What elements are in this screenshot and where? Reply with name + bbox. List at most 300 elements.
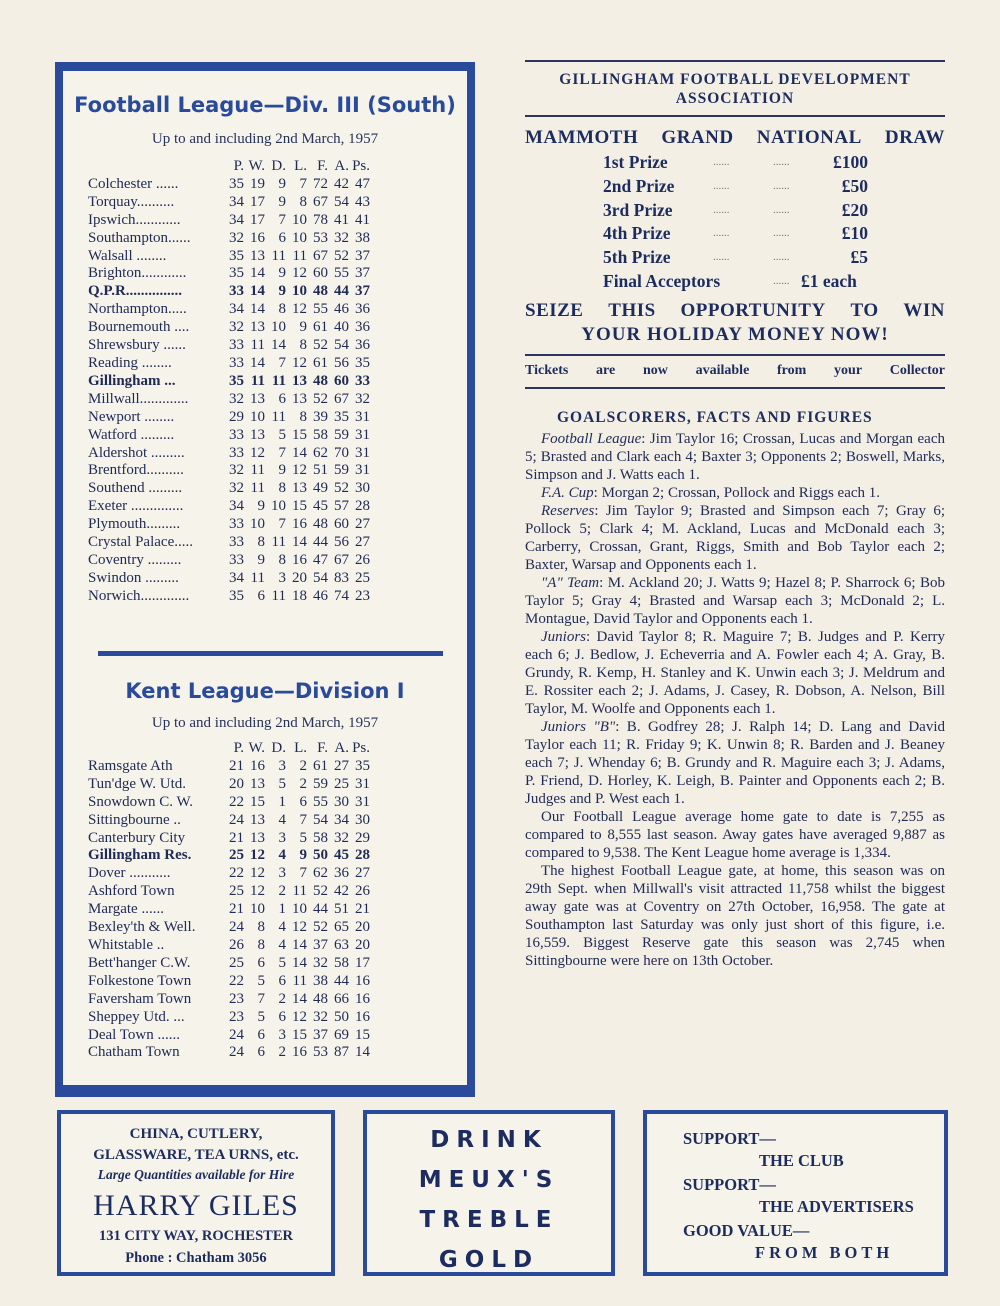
table-cell: 25	[229, 847, 244, 864]
table-cell: 25	[334, 775, 349, 792]
table-cell: 33	[229, 283, 244, 300]
draw-word: DRAW	[884, 127, 945, 148]
table-cell: 11	[271, 587, 286, 604]
table-cell: 39	[313, 408, 328, 425]
ticket-word: now	[642, 362, 668, 378]
table-cell: 33	[229, 354, 244, 371]
table-cell: 8	[257, 919, 265, 936]
table-cell: 10	[292, 283, 307, 300]
leader-dots: ......	[773, 203, 790, 216]
table-cell: 32	[313, 954, 328, 971]
table-cell: 8	[299, 337, 307, 354]
draw-word: MAMMOTH	[525, 127, 639, 148]
goalscorers-paragraph	[525, 484, 945, 502]
support-line: FROM BOTH	[755, 1243, 894, 1262]
table-cell: 66	[334, 990, 349, 1007]
table-cell: 48	[313, 516, 328, 533]
paragraph-text: : David Taylor 8; R. Maguire 7; B. Judges and P. Kerry each 6; J. Bedlow, J. Echeverria and A. Fowler each 4; A. Gray, B. Grundy, R. Kemp, H. Stanley and K. Unwin each 3; J. Meldrum and E. Rossiter each 2; J. Adams, J. Casey, R. Dobson, A. Nelson, Bill Taylor, M. Woolfe and Opponents each 1.	[525, 628, 945, 717]
table-cell: 38	[313, 972, 328, 989]
table-row	[88, 337, 370, 355]
table-cell: 32	[313, 1008, 328, 1025]
table-cell: 10	[250, 516, 265, 533]
table-row	[88, 301, 370, 319]
table-cell: 3	[278, 757, 286, 774]
table-cell: 58	[313, 829, 328, 846]
table-cell: 8	[278, 480, 286, 497]
prize-label: 2nd Prize	[603, 175, 675, 196]
table-cell: 33	[355, 372, 370, 389]
table-cell: 24	[229, 919, 244, 936]
team-name: Brighton............	[88, 265, 187, 282]
team-name: Crystal Palace.....	[88, 534, 193, 551]
table-cell: 16	[292, 516, 307, 533]
table-cell: 20	[229, 775, 244, 792]
table-cell: 11	[250, 569, 265, 586]
table-cell: 26	[355, 883, 370, 900]
table-cell: 12	[292, 1008, 307, 1025]
goalscorers-paragraph	[525, 430, 945, 484]
paragraph-lead: Football League	[541, 430, 642, 447]
table-cell: 44	[313, 901, 328, 918]
table-cell: 31	[355, 444, 370, 461]
paragraph-lead: F.A. Cup	[541, 484, 594, 501]
table-cell: 54	[313, 569, 328, 586]
table-cell: 14	[292, 954, 307, 971]
column-header: A.	[334, 158, 349, 174]
column-header: Ps.	[352, 158, 370, 174]
table-cell: 14	[250, 283, 265, 300]
table-cell: 31	[355, 408, 370, 425]
table-cell: 4	[278, 919, 286, 936]
table-cell: 5	[257, 972, 265, 989]
leader-dots: ......	[713, 156, 730, 168]
paragraph-text: : M. Ackland 20; J. Watts 9; Hazel 8; P. Sharrock 6; Bob Taylor 5; Gray 4; Brasted and Warsap each 3; McDonald 2; L. Montague, David Taylor and Opponents each 1.	[525, 574, 945, 627]
table-cell: 59	[334, 426, 349, 443]
table-cell: 14	[271, 337, 286, 354]
ticket-word: from	[777, 362, 807, 378]
table-row	[88, 1009, 370, 1027]
prize-label: 3rd Prize	[603, 199, 673, 220]
table-cell: 6	[257, 587, 265, 604]
meux-line: MEUX'S	[418, 1167, 560, 1193]
paragraph-lead: "A" Team	[541, 574, 600, 591]
table-row	[88, 427, 370, 445]
table-cell: 23	[355, 587, 370, 604]
table-cell: 24	[229, 811, 244, 828]
table-cell: 28	[355, 847, 370, 864]
table-cell: 10	[292, 901, 307, 918]
table-cell: 60	[313, 265, 328, 282]
prize-label: 5th Prize	[603, 247, 671, 268]
table-cell: 38	[355, 229, 370, 246]
table-cell: 78	[313, 211, 328, 228]
table-cell: 31	[355, 775, 370, 792]
table-cell: 17	[250, 211, 265, 228]
holiday-line: YOUR HOLIDAY MONEY NOW!	[581, 323, 889, 345]
table-cell: 9	[299, 847, 307, 864]
table-cell: 16	[355, 1008, 370, 1025]
table-cell: 27	[355, 516, 370, 533]
table-cell: 11	[271, 534, 286, 551]
table-cell: 24	[229, 1026, 244, 1043]
team-name: Bournemouth ....	[88, 319, 190, 336]
table-cell: 2	[278, 883, 286, 900]
ad-line: Large Quantities available for Hire	[97, 1167, 295, 1182]
table-cell: 49	[313, 480, 328, 497]
paragraph-text: : Jim Taylor 9; Brasted and Simpson each 7; Gray 6; Pollock 5; Clark 4; M. Ackland, Lucas and McDonald each 3; Carberry, Crossan, Grant, Riggs, Smith and Bob Taylor each 2; Baxter, Warsap and Opponents each 1.	[525, 502, 945, 573]
paragraph-lead: Juniors	[541, 628, 586, 645]
association-title: GILLINGHAM FOOTBALL DEVELOPMENT ASSOCIATION	[559, 71, 911, 107]
table-cell: 12	[292, 301, 307, 318]
table-cell: 5	[278, 775, 286, 792]
table-row	[88, 991, 370, 1009]
table-cell: 72	[313, 175, 328, 192]
meux-ad	[363, 1110, 615, 1276]
table-cell: 9	[278, 175, 286, 192]
table-cell: 58	[334, 954, 349, 971]
table-row	[88, 373, 370, 391]
rule	[525, 354, 945, 356]
table-cell: 14	[250, 265, 265, 282]
table-cell: 16	[292, 551, 307, 568]
table-row	[88, 865, 370, 883]
table-cell: 45	[334, 847, 349, 864]
team-name: Tun'dge W. Utd.	[88, 775, 187, 792]
table-cell: 16	[355, 990, 370, 1007]
ticket-word: available	[695, 362, 750, 378]
table-cell: 24	[229, 1044, 244, 1061]
leader-dots: ......	[773, 156, 790, 168]
table-cell: 14	[292, 936, 307, 953]
seize-word: SEIZE	[525, 299, 584, 321]
draw-title	[525, 127, 945, 149]
ticket-word: Tickets	[525, 362, 569, 378]
table-cell: 23	[229, 1008, 244, 1025]
table-cell: 36	[355, 337, 370, 354]
table-cell: 48	[313, 283, 328, 300]
table-row	[88, 812, 370, 830]
team-name: Southend .........	[88, 480, 183, 497]
prize-label: 1st Prize	[603, 152, 668, 172]
table-cell: 74	[334, 587, 349, 604]
table-cell: 29	[355, 829, 370, 846]
div3-title: Football League—Div. III (South)	[74, 93, 456, 117]
team-name: Ramsgate Ath	[88, 757, 173, 774]
team-name: Shrewsbury ......	[88, 337, 186, 354]
table-row	[88, 1027, 370, 1045]
support-line: THE ADVERTISERS	[759, 1197, 914, 1216]
team-name: Gillingham ...	[88, 372, 176, 389]
table-cell: 46	[313, 587, 328, 604]
table-cell: 52	[313, 883, 328, 900]
ticket-word: your	[834, 362, 863, 378]
table-cell: 4	[278, 811, 286, 828]
table-cell: 54	[313, 811, 328, 828]
table-cell: 58	[313, 426, 328, 443]
table-cell: 16	[250, 757, 265, 774]
seize-word: TO	[850, 299, 879, 321]
ad-line: CHINA, CUTLERY,	[129, 1126, 263, 1142]
meux-line: GOLD	[438, 1247, 540, 1273]
team-name: Coventry .........	[88, 551, 182, 568]
column-header: P.	[233, 740, 244, 756]
table-cell: 7	[278, 211, 286, 228]
table-cell: 8	[257, 936, 265, 953]
table-cell: 36	[355, 301, 370, 318]
table-cell: 17	[250, 193, 265, 210]
table-cell: 32	[229, 480, 244, 497]
table-cell: 20	[355, 936, 370, 953]
goalscorers-title: GOALSCORERS, FACTS AND FIGURES	[557, 408, 873, 426]
table-cell: 8	[299, 193, 307, 210]
table-cell: 3	[278, 1026, 286, 1043]
column-header: D.	[271, 740, 286, 756]
table-cell: 60	[334, 372, 349, 389]
team-name: Brentford..........	[88, 462, 184, 479]
table-cell: 52	[334, 480, 349, 497]
team-name: Reading ........	[88, 354, 172, 371]
prize-list	[603, 151, 945, 270]
team-name: Watford .........	[88, 426, 175, 443]
table-cell: 44	[334, 283, 349, 300]
table-cell: 7	[299, 865, 307, 882]
table-row	[88, 1044, 370, 1062]
table-row	[88, 534, 370, 552]
table-cell: 27	[355, 865, 370, 882]
table-cell: 3	[278, 829, 286, 846]
table-cell: 59	[313, 775, 328, 792]
column-header: F.	[317, 740, 328, 756]
table-cell: 4	[278, 847, 286, 864]
table-cell: 8	[278, 551, 286, 568]
table-cell: 1	[278, 793, 286, 810]
table-row	[88, 248, 370, 266]
prize-label: 4th Prize	[603, 223, 671, 244]
team-name: Chatham Town	[88, 1044, 180, 1061]
table-cell: 70	[334, 444, 349, 461]
table-row	[88, 973, 370, 991]
table-cell: 15	[292, 426, 307, 443]
prize-amount: £5	[850, 247, 868, 268]
table-cell: 12	[292, 919, 307, 936]
table-cell: 16	[250, 229, 265, 246]
table-cell: 22	[229, 865, 244, 882]
team-name: Canterbury City	[88, 829, 186, 846]
table-cell: 14	[292, 534, 307, 551]
table-cell: 34	[229, 301, 244, 318]
table-cell: 12	[250, 444, 265, 461]
table-cell: 41	[355, 211, 370, 228]
table-cell: 10	[292, 211, 307, 228]
table-cell: 1	[278, 901, 286, 918]
table-cell: 51	[313, 462, 328, 479]
support-line: SUPPORT—	[683, 1175, 776, 1194]
table-cell: 55	[334, 265, 349, 282]
goalscorers-paragraph	[525, 808, 945, 862]
table-cell: 12	[250, 865, 265, 882]
table-row	[88, 355, 370, 373]
table-cell: 10	[250, 901, 265, 918]
table-cell: 14	[250, 354, 265, 371]
table-cell: 23	[229, 990, 244, 1007]
league-tables-panel	[55, 62, 475, 1097]
section-divider	[98, 651, 443, 656]
table-row	[88, 901, 370, 919]
table-cell: 8	[278, 301, 286, 318]
table-cell: 10	[271, 319, 286, 336]
table-cell: 11	[250, 480, 265, 497]
leader-dots: ......	[773, 251, 790, 264]
table-cell: 31	[355, 426, 370, 443]
table-cell: 37	[355, 283, 370, 300]
column-header: W.	[248, 740, 265, 756]
table-row	[88, 516, 370, 534]
table-cell: 61	[313, 757, 328, 774]
kent-title: Kent League—Division I	[125, 679, 405, 703]
table-cell: 11	[271, 372, 286, 389]
table-cell: 48	[313, 372, 328, 389]
table-cell: 43	[355, 193, 370, 210]
table-cell: 13	[250, 426, 265, 443]
table-cell: 42	[334, 175, 349, 192]
rule	[525, 115, 945, 117]
table-cell: 13	[250, 811, 265, 828]
team-name: Snowdown C. W.	[88, 793, 194, 810]
table-cell: 25	[355, 569, 370, 586]
table-cell: 21	[355, 901, 370, 918]
team-name: Bett'hanger C.W.	[88, 954, 191, 971]
table-cell: 22	[229, 793, 244, 810]
table-row	[88, 758, 370, 776]
table-cell: 3	[278, 569, 286, 586]
table-cell: 32	[334, 229, 349, 246]
team-name: Southampton......	[88, 229, 191, 246]
table-row	[88, 883, 370, 901]
table-cell: 5	[278, 954, 286, 971]
table-cell: 14	[250, 301, 265, 318]
table-cell: 35	[229, 372, 244, 389]
table-row	[88, 409, 370, 427]
table-row	[88, 212, 370, 230]
table-cell: 8	[299, 408, 307, 425]
table-cell: 15	[355, 1026, 370, 1043]
table-cell: 51	[334, 901, 349, 918]
table-cell: 13	[250, 775, 265, 792]
table-row	[88, 498, 370, 516]
leader-dots: ......	[713, 203, 730, 216]
table-cell: 11	[250, 462, 265, 479]
table-cell: 7	[299, 811, 307, 828]
table-cell: 13	[250, 390, 265, 407]
table-cell: 10	[271, 498, 286, 515]
goalscorers-paragraph	[525, 628, 945, 718]
table-cell: 35	[229, 265, 244, 282]
team-name: Sheppey Utd. ...	[88, 1008, 185, 1025]
prize-row	[603, 175, 945, 199]
draw-word: NATIONAL	[756, 127, 862, 148]
team-name: Exeter ..............	[88, 498, 184, 515]
table-cell: 34	[334, 811, 349, 828]
table-cell: 34	[229, 498, 244, 515]
table-cell: 69	[334, 1026, 349, 1043]
column-header: A.	[334, 740, 349, 756]
table-cell: 40	[334, 319, 349, 336]
table-cell: 47	[313, 551, 328, 568]
table-row	[88, 794, 370, 812]
prize-amount: £50	[841, 175, 868, 196]
table-cell: 65	[334, 919, 349, 936]
table-cell: 26	[229, 936, 244, 953]
table-cell: 35	[355, 757, 370, 774]
table-cell: 12	[292, 265, 307, 282]
table-row	[88, 445, 370, 463]
seize-line	[525, 300, 945, 322]
table-cell: 13	[292, 372, 307, 389]
table-cell: 62	[313, 865, 328, 882]
team-name: Swindon .........	[88, 569, 179, 586]
table-cell: 35	[229, 587, 244, 604]
table-cell: 11	[271, 408, 286, 425]
table-row	[88, 552, 370, 570]
table-row	[88, 847, 370, 865]
table-cell: 11	[250, 372, 265, 389]
table-cell: 37	[313, 1026, 328, 1043]
ad-address: 131 CITY WAY, ROCHESTER	[99, 1228, 293, 1244]
table-row	[88, 776, 370, 794]
prize-amount: £10	[841, 223, 868, 244]
table-cell: 12	[250, 883, 265, 900]
table-cell: 4	[278, 936, 286, 953]
table-cell: 32	[229, 390, 244, 407]
table-row	[88, 955, 370, 973]
table-cell: 13	[250, 247, 265, 264]
table-cell: 35	[229, 175, 244, 192]
table-cell: 83	[334, 569, 349, 586]
table-row	[88, 194, 370, 212]
table-cell: 7	[299, 175, 307, 192]
meux-line: DRINK	[430, 1127, 548, 1153]
table-row	[88, 830, 370, 848]
table-cell: 32	[229, 319, 244, 336]
table-row	[88, 265, 370, 283]
final-label: Final Acceptors	[603, 270, 721, 291]
team-name: Millwall.............	[88, 390, 189, 407]
table-cell: 59	[334, 462, 349, 479]
team-name: Northampton.....	[88, 301, 187, 318]
table-row	[88, 283, 370, 301]
table-cell: 50	[334, 1008, 349, 1025]
table-row	[88, 480, 370, 498]
ticket-word: are	[596, 362, 616, 378]
table-cell: 6	[278, 229, 286, 246]
harry-giles-ad	[57, 1110, 335, 1276]
team-name: Whitstable ..	[88, 936, 165, 953]
team-name: Deal Town ......	[88, 1026, 180, 1043]
team-name: Dover ...........	[88, 865, 171, 882]
table-cell: 54	[334, 337, 349, 354]
table-cell: 32	[229, 462, 244, 479]
div3-table	[88, 158, 370, 606]
table-cell: 17	[355, 954, 370, 971]
table-cell: 35	[355, 354, 370, 371]
leader-dots: ......	[713, 251, 730, 264]
table-cell: 32	[355, 390, 370, 407]
table-cell: 11	[271, 247, 286, 264]
table-cell: 12	[250, 847, 265, 864]
ad-phone: Phone : Chatham 3056	[125, 1250, 267, 1266]
team-name: Torquay..........	[88, 193, 175, 210]
ticket-word: Collector	[889, 362, 945, 378]
